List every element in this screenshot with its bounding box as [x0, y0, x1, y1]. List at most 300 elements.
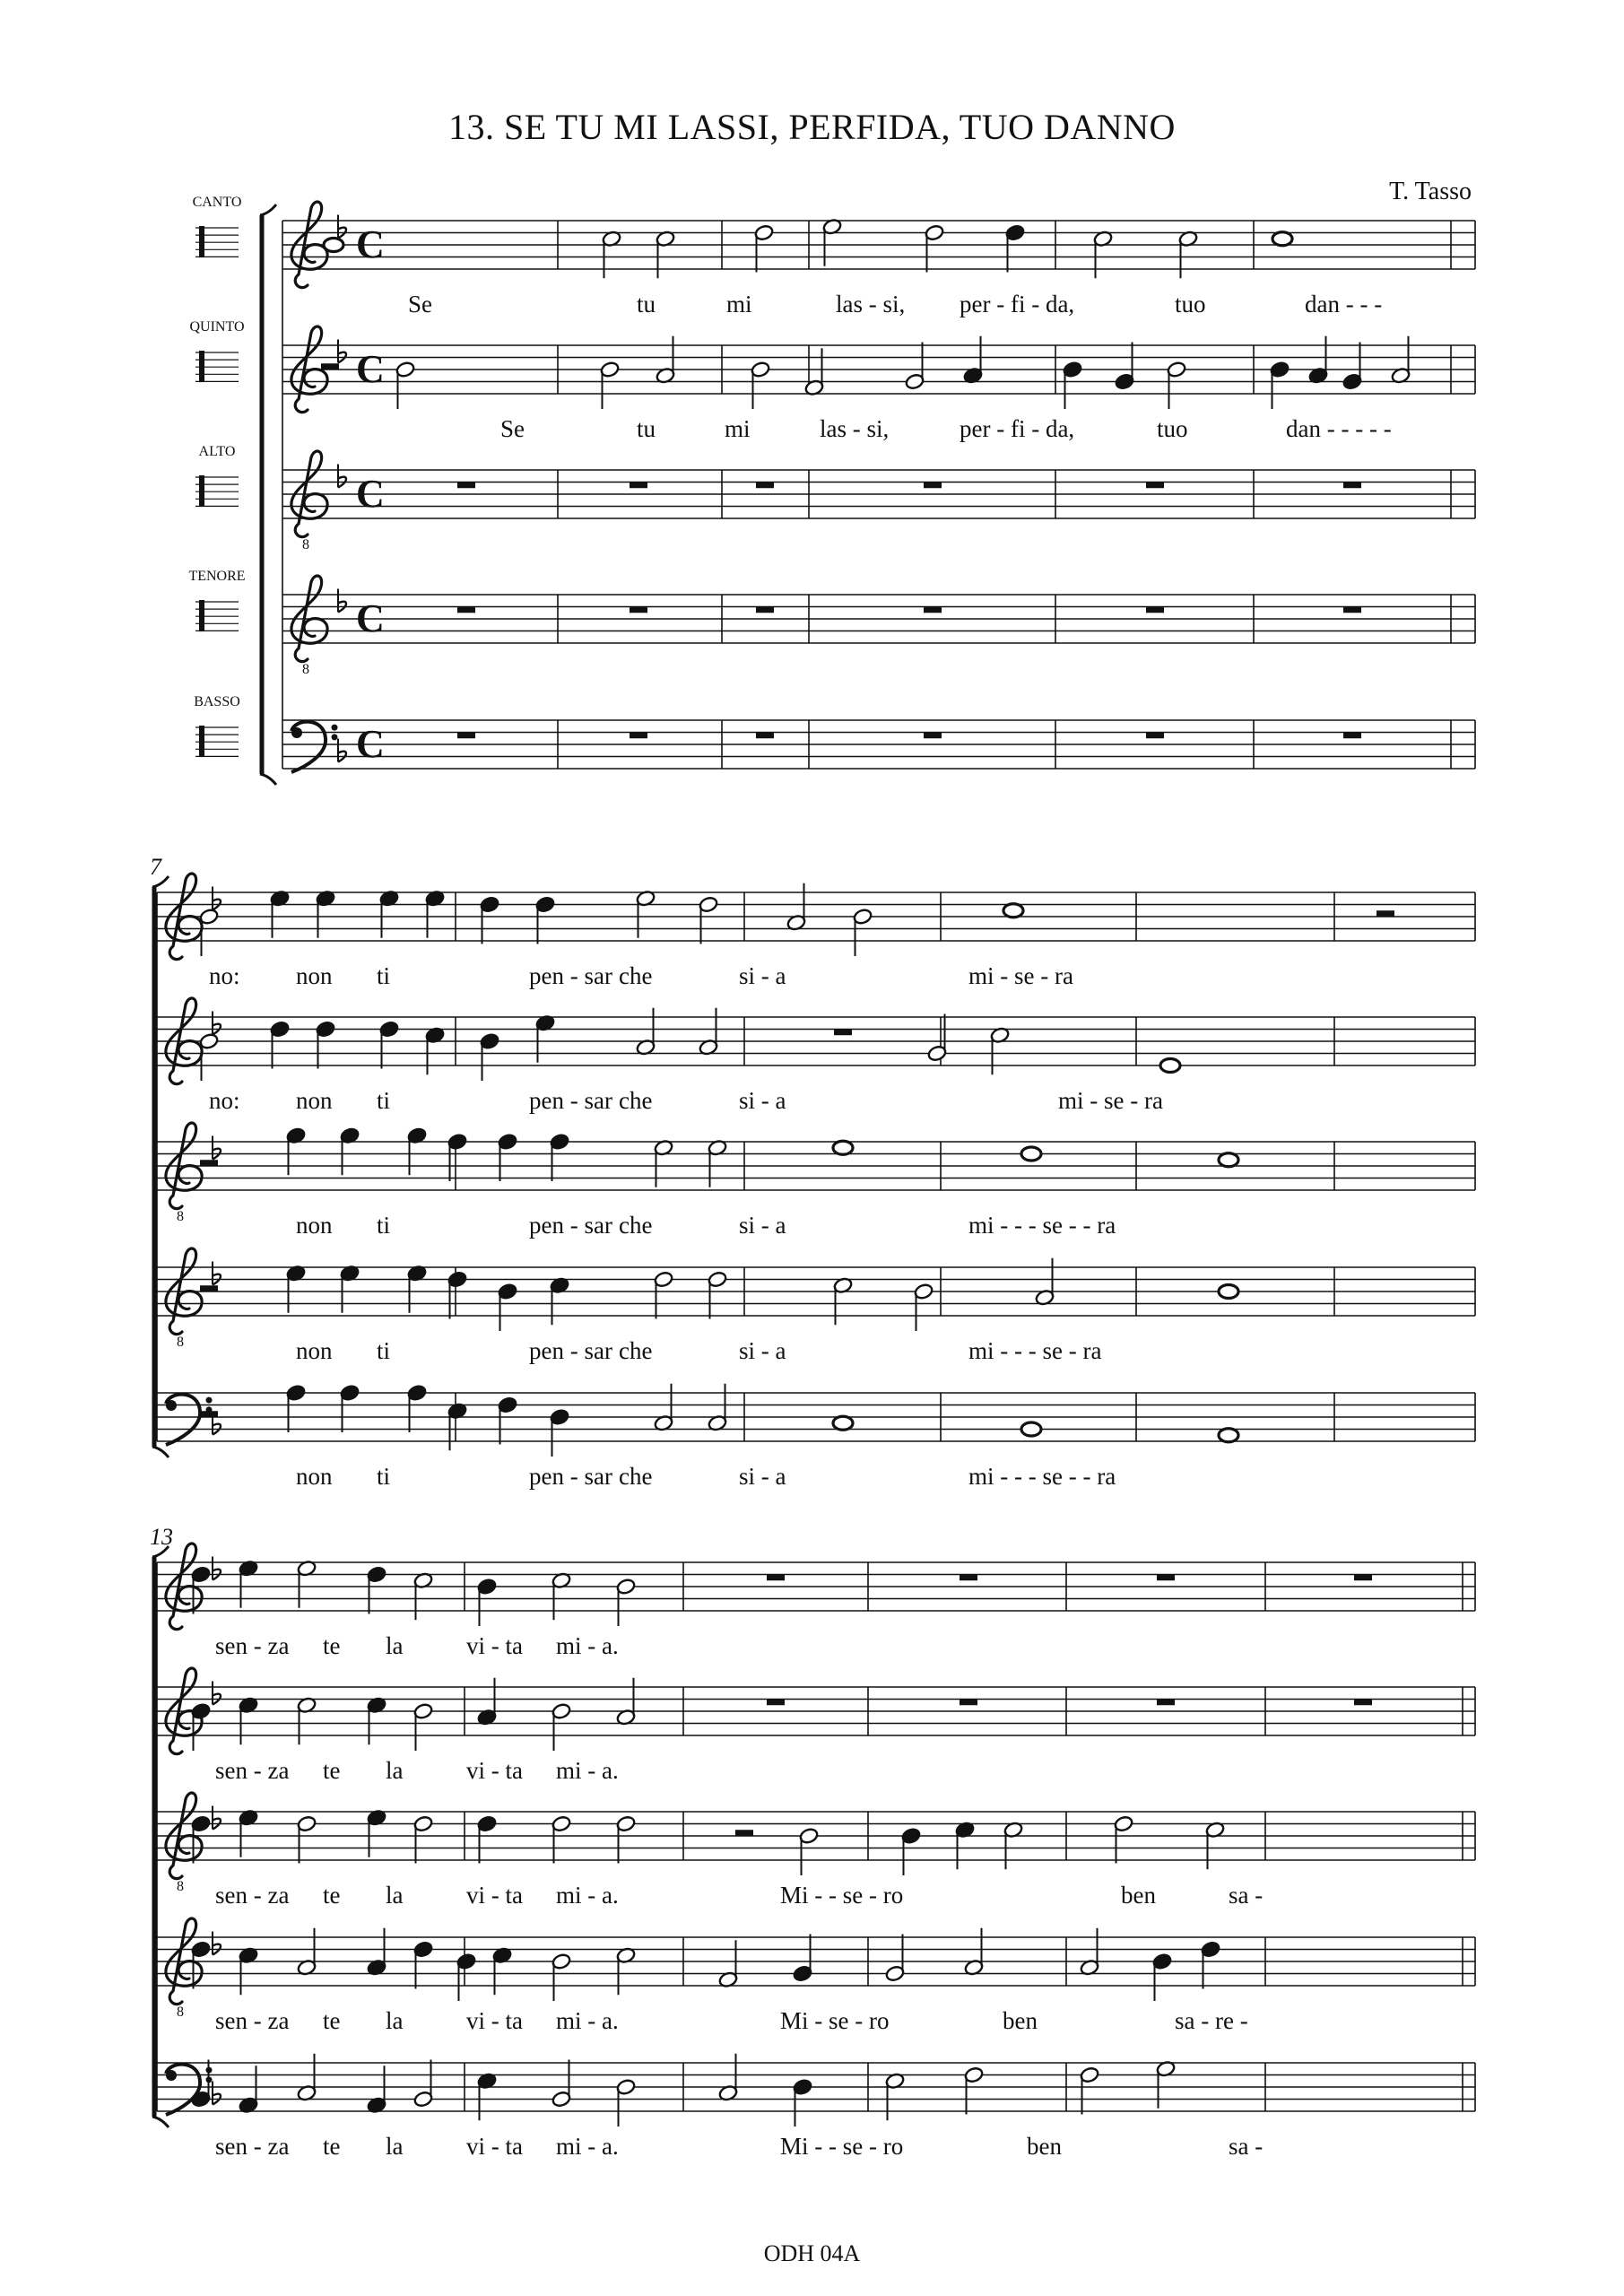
note [199, 1032, 220, 1081]
note [297, 1815, 317, 1864]
lyric-syllable: mi - - - se - - ra [968, 1212, 1116, 1239]
note [498, 1133, 518, 1181]
note [955, 1821, 976, 1869]
note [636, 890, 656, 938]
key-signature-flat [338, 215, 346, 239]
note [754, 224, 775, 273]
note [480, 1032, 500, 1081]
lyric-syllable: mi [725, 415, 751, 442]
note [425, 890, 446, 938]
key-signature-flat [213, 887, 221, 910]
note [964, 1928, 985, 1977]
note [1272, 232, 1292, 246]
whole-rest [767, 1700, 785, 1706]
note [297, 1696, 317, 1744]
note [786, 883, 807, 932]
lyric-syllable: vi - ta [466, 1882, 523, 1909]
lyric-syllable: tu [637, 291, 656, 317]
staff-basso [157, 1393, 1475, 1441]
whole-rest [457, 483, 475, 489]
key-signature-flat [213, 2082, 221, 2105]
note [718, 2054, 739, 2102]
note [456, 1952, 477, 2001]
lyric-syllable: la [386, 2007, 404, 2034]
note [1308, 336, 1329, 385]
bracket-bottom-hook [152, 2117, 169, 2127]
lyric-syllable: la [386, 1632, 404, 1659]
lyric-syllable: la [386, 1882, 404, 1909]
note [656, 230, 676, 278]
treble-clef [166, 1123, 202, 1224]
note [297, 1560, 317, 1608]
bracket-top-hook [260, 204, 276, 215]
note [447, 1271, 468, 1319]
whole-rest [630, 733, 647, 739]
lyric-syllable: mi [726, 291, 752, 317]
note [367, 1566, 387, 1614]
note [708, 1384, 728, 1432]
lyric-syllable: si - a [739, 1212, 786, 1239]
note [551, 1702, 572, 1751]
lyric-syllable: che [619, 1087, 653, 1114]
whole-rest [924, 483, 942, 489]
note [239, 1696, 259, 1744]
note [316, 890, 336, 938]
lyric-syllable: ben [1121, 1882, 1156, 1909]
lyric-syllable: si - a [739, 1087, 786, 1114]
whole-rest [630, 483, 647, 489]
note [656, 336, 676, 385]
note [1201, 1941, 1221, 1989]
note [239, 1560, 259, 1608]
lyric-syllable: Mi - - se - ro [780, 2133, 904, 2160]
time-signature: C [356, 472, 385, 516]
incipit-clef [199, 726, 204, 757]
note [1115, 343, 1135, 391]
bracket-bottom-hook [260, 774, 276, 785]
system-2 [152, 876, 1475, 1457]
note [297, 2054, 317, 2102]
note [799, 1827, 820, 1875]
key-signature-flat [213, 1806, 221, 1830]
note [492, 1946, 513, 1995]
note [1270, 361, 1290, 409]
note [1021, 1147, 1041, 1161]
voice-name-label: ALTO [198, 444, 236, 459]
half-rest [1376, 910, 1394, 917]
lyric-syllable: te [323, 1632, 341, 1659]
note [1219, 1285, 1238, 1299]
treble-clef [166, 1918, 202, 2020]
note [550, 1276, 570, 1325]
note [901, 1827, 922, 1875]
octave-mark: 8 [177, 2005, 184, 2020]
note [1205, 1821, 1226, 1869]
note [297, 1928, 317, 1977]
time-signature: C [356, 222, 385, 266]
note [1114, 1815, 1134, 1864]
staff-basso [157, 2063, 1475, 2111]
note [316, 1021, 336, 1069]
lyric-syllable: te [323, 2007, 341, 2034]
note [550, 1133, 570, 1181]
voice-name-label: BASSO [194, 694, 240, 709]
note [395, 361, 416, 409]
note [340, 1126, 360, 1175]
half-rest [200, 1160, 218, 1166]
half-rest [200, 1411, 218, 1417]
octave-mark: 8 [302, 537, 309, 552]
lyric-syllable: Mi - se - ro [780, 2007, 890, 2034]
lyric-syllable: vi - ta [466, 2133, 523, 2160]
note [1342, 343, 1363, 391]
lyric-syllable: si - a [739, 1337, 786, 1364]
lyric-syllable: ti [377, 1463, 391, 1490]
whole-rest [756, 483, 774, 489]
voice-name-label: TENORE [188, 569, 246, 584]
lyric-syllable: si - a [739, 962, 786, 989]
note [480, 896, 500, 944]
lyric-syllable: mi - - - se - - ra [968, 1463, 1116, 1490]
note [367, 1809, 387, 1857]
page-title: 13. SE TU MI LASSI, PERFIDA, TUO DANNO [448, 107, 1176, 147]
note [1219, 1153, 1238, 1167]
note [963, 336, 984, 385]
bass-clef [166, 1395, 213, 1445]
lyric-syllable: no: [209, 1087, 240, 1114]
lyric-syllable: che [619, 962, 653, 989]
bass-clef [291, 722, 338, 772]
lyric-syllable: tuo [1175, 291, 1206, 317]
note [708, 1139, 728, 1187]
note [286, 1126, 307, 1175]
note [964, 2066, 985, 2115]
note [905, 343, 925, 391]
key-signature-flat [213, 1136, 221, 1160]
note [498, 1396, 518, 1445]
lyric-syllable: vi - ta [466, 2007, 523, 2034]
whole-rest [1354, 1700, 1372, 1706]
key-signature-flat [213, 1932, 221, 1955]
note [699, 896, 719, 944]
note [833, 1276, 854, 1325]
note [804, 348, 825, 396]
note [654, 1271, 674, 1319]
half-rest [321, 363, 339, 370]
note [379, 1021, 400, 1069]
lyric-syllable: mi - a. [556, 2007, 619, 2034]
note [708, 1271, 728, 1319]
note [477, 1815, 498, 1864]
note [793, 1935, 813, 1983]
note [535, 1014, 556, 1063]
whole-rest [1343, 483, 1361, 489]
lyric-syllable: si - a [739, 1463, 786, 1490]
note [1035, 1258, 1055, 1307]
octave-mark: 8 [302, 662, 309, 677]
lyric-syllable: pen - sar [529, 1087, 612, 1114]
note [833, 1141, 853, 1154]
lyric-syllable: sen - za [215, 1882, 290, 1909]
whole-rest [756, 607, 774, 613]
lyric-syllable: che [619, 1337, 653, 1364]
staff-tenore [157, 1937, 1475, 1986]
note [616, 1946, 637, 1995]
lyric-syllable: che [619, 1212, 653, 1239]
staff-alto [282, 470, 1475, 518]
measure-number: 7 [150, 854, 161, 880]
note [718, 1940, 739, 1988]
key-signature-flat [338, 589, 346, 613]
lyric-syllable: mi - a. [556, 1632, 619, 1659]
note [324, 239, 343, 252]
note [413, 2060, 434, 2109]
lyric-syllable: dan - - - - - [1286, 415, 1392, 442]
lyric-syllable: tu [637, 415, 656, 442]
note [885, 2072, 906, 2120]
whole-rest [457, 733, 475, 739]
staff-tenore [282, 595, 1475, 643]
lyric-syllable: pen - sar [529, 1337, 612, 1364]
note [793, 2078, 813, 2126]
staff-quinto [282, 345, 1475, 394]
treble-clef [166, 1248, 202, 1350]
lyric-syllable: Se [408, 291, 432, 317]
measure-number: 13 [150, 1524, 173, 1550]
lyric-syllable: non [296, 1087, 333, 1114]
note [925, 224, 945, 273]
note [654, 1384, 674, 1432]
note [239, 2066, 259, 2114]
staff-alto [157, 1142, 1475, 1190]
lyric-syllable: sen - za [215, 1757, 290, 1784]
lyric-syllable: pen - sar [529, 962, 612, 989]
octave-mark: 8 [177, 1879, 184, 1894]
incipit-clef [199, 351, 204, 382]
note [990, 1026, 1011, 1074]
whole-rest [457, 607, 475, 613]
note [616, 2078, 637, 2126]
whole-rest [960, 1700, 977, 1706]
lyric-syllable: ben [1027, 2133, 1062, 2160]
whole-rest [960, 1575, 977, 1581]
note [927, 1014, 948, 1063]
time-signature: C [356, 722, 385, 766]
lyric-syllable: ti [377, 1337, 391, 1364]
treble-clef [291, 576, 327, 677]
lyric-syllable: ti [377, 1212, 391, 1239]
note [1160, 1059, 1180, 1073]
lyric-syllable: sa - re - [1175, 2007, 1248, 2034]
note [286, 1384, 307, 1432]
whole-rest [1157, 1575, 1175, 1581]
incipit-clef [199, 600, 204, 631]
key-signature-flat [338, 739, 346, 762]
staff-canto [157, 1562, 1475, 1611]
note [1003, 1821, 1024, 1869]
lyric-syllable: no: [209, 962, 240, 989]
lyric-syllable: la [386, 1757, 404, 1784]
note [270, 890, 291, 938]
whole-rest [767, 1575, 785, 1581]
note [477, 2072, 498, 2120]
half-rest [735, 1830, 753, 1836]
poet-credit: T. Tasso [1389, 178, 1472, 205]
note [1063, 361, 1083, 409]
bass-clef [166, 2065, 213, 2115]
key-signature-flat [213, 1262, 221, 1285]
lyric-syllable: mi - a. [556, 1757, 619, 1784]
lyric-syllable: te [323, 1757, 341, 1784]
lyric-syllable: non [296, 1337, 333, 1364]
note [340, 1265, 360, 1313]
whole-rest [1343, 607, 1361, 613]
note [551, 1571, 572, 1620]
note [367, 1696, 387, 1744]
staff-canto [157, 892, 1475, 941]
voice-name-label: CANTO [192, 195, 242, 210]
time-signature: C [356, 347, 385, 391]
whole-rest [1146, 733, 1164, 739]
treble-clef [291, 451, 327, 552]
note [413, 1815, 434, 1864]
whole-rest [924, 733, 942, 739]
key-signature-flat [213, 1012, 221, 1035]
lyric-syllable: mi - se - ra [1058, 1087, 1163, 1114]
note [407, 1126, 428, 1175]
lyric-syllable: Mi - - se - ro [780, 1882, 904, 1909]
note [535, 896, 556, 944]
key-signature-flat [338, 340, 346, 363]
note [1005, 224, 1026, 273]
note [477, 1678, 498, 1726]
whole-rest [1157, 1700, 1175, 1706]
lyric-syllable: che [619, 1463, 653, 1490]
lyric-syllable: sen - za [215, 2133, 290, 2160]
lyric-syllable: per - fi - da, [960, 291, 1075, 317]
whole-rest [1146, 607, 1164, 613]
staff-basso [282, 720, 1475, 769]
note [407, 1265, 428, 1313]
note [413, 1571, 434, 1620]
whole-rest [924, 607, 942, 613]
note [885, 1935, 906, 1983]
note [477, 1578, 498, 1626]
note [447, 1402, 468, 1450]
lyric-syllable: mi - se - ra [968, 962, 1073, 989]
note [199, 908, 220, 956]
lyric-syllable: non [296, 962, 333, 989]
page-footer: ODH 04A [763, 2240, 861, 2266]
lyric-syllable: mi - a. [556, 2133, 619, 2160]
whole-rest [756, 733, 774, 739]
note [1391, 336, 1411, 385]
time-signature: C [356, 596, 385, 640]
note [600, 361, 621, 409]
note [822, 218, 843, 266]
whole-rest [1343, 733, 1361, 739]
note [1003, 904, 1023, 918]
note [699, 1008, 719, 1057]
lyric-syllable: te [323, 1882, 341, 1909]
lyric-syllable: pen - sar [529, 1212, 612, 1239]
note [654, 1139, 674, 1187]
lyric-syllable: pen - sar [529, 1463, 612, 1490]
whole-rest [630, 607, 647, 613]
lyric-syllable: Se [500, 415, 525, 442]
note [379, 890, 400, 938]
staff-canto [282, 221, 1475, 269]
key-signature-flat [213, 1557, 221, 1580]
staff-quinto [157, 1687, 1475, 1735]
whole-rest [1354, 1575, 1372, 1581]
lyric-syllable: la [386, 2133, 404, 2160]
note [616, 1678, 637, 1726]
lyric-syllable: mi - - - se - ra [968, 1337, 1102, 1364]
incipit-clef [199, 475, 204, 507]
note [602, 230, 622, 278]
lyric-syllable: ti [377, 1087, 391, 1114]
lyric-syllable: ti [377, 962, 391, 989]
note [1080, 2066, 1100, 2115]
note [1093, 230, 1114, 278]
note [914, 1283, 934, 1331]
note [407, 1384, 428, 1432]
lyric-syllable: sen - za [215, 2007, 290, 2034]
note [498, 1283, 518, 1331]
note [751, 361, 771, 409]
lyric-syllable: mi - a. [556, 1882, 619, 1909]
key-signature-flat [338, 465, 346, 488]
lyric-syllable: vi - ta [466, 1632, 523, 1659]
octave-mark: 8 [177, 1335, 184, 1350]
note [1178, 230, 1199, 278]
note [833, 1416, 853, 1430]
octave-mark: 8 [177, 1209, 184, 1224]
note [1156, 2060, 1177, 2109]
whole-rest [1146, 483, 1164, 489]
note [1152, 1952, 1173, 2001]
lyric-syllable: las - si, [820, 415, 890, 442]
note [551, 1815, 572, 1864]
note [636, 1008, 656, 1057]
voice-name-label: QUINTO [189, 319, 245, 335]
note [239, 1946, 259, 1995]
lyric-syllable: dan - - - [1305, 291, 1383, 317]
lyric-syllable: tuo [1157, 415, 1188, 442]
note [1219, 1429, 1238, 1442]
note [413, 1941, 434, 1989]
lyric-syllable: non [296, 1212, 333, 1239]
note [425, 1026, 446, 1074]
note [270, 1021, 291, 1069]
staff-quinto [157, 1017, 1475, 1065]
note [367, 2066, 387, 2114]
bracket-bottom-hook [152, 1447, 169, 1457]
note [551, 2060, 572, 2109]
note [550, 1408, 570, 1457]
note [367, 1928, 387, 1977]
note [616, 1578, 637, 1626]
lyric-syllable: per - fi - da, [960, 415, 1075, 442]
note [1080, 1928, 1100, 1977]
whole-rest [834, 1030, 852, 1036]
note [1167, 361, 1187, 409]
lyric-syllable: non [296, 1463, 333, 1490]
lyric-syllable: vi - ta [466, 1757, 523, 1784]
lyric-syllable: las - si, [836, 291, 906, 317]
note [551, 1952, 572, 2001]
